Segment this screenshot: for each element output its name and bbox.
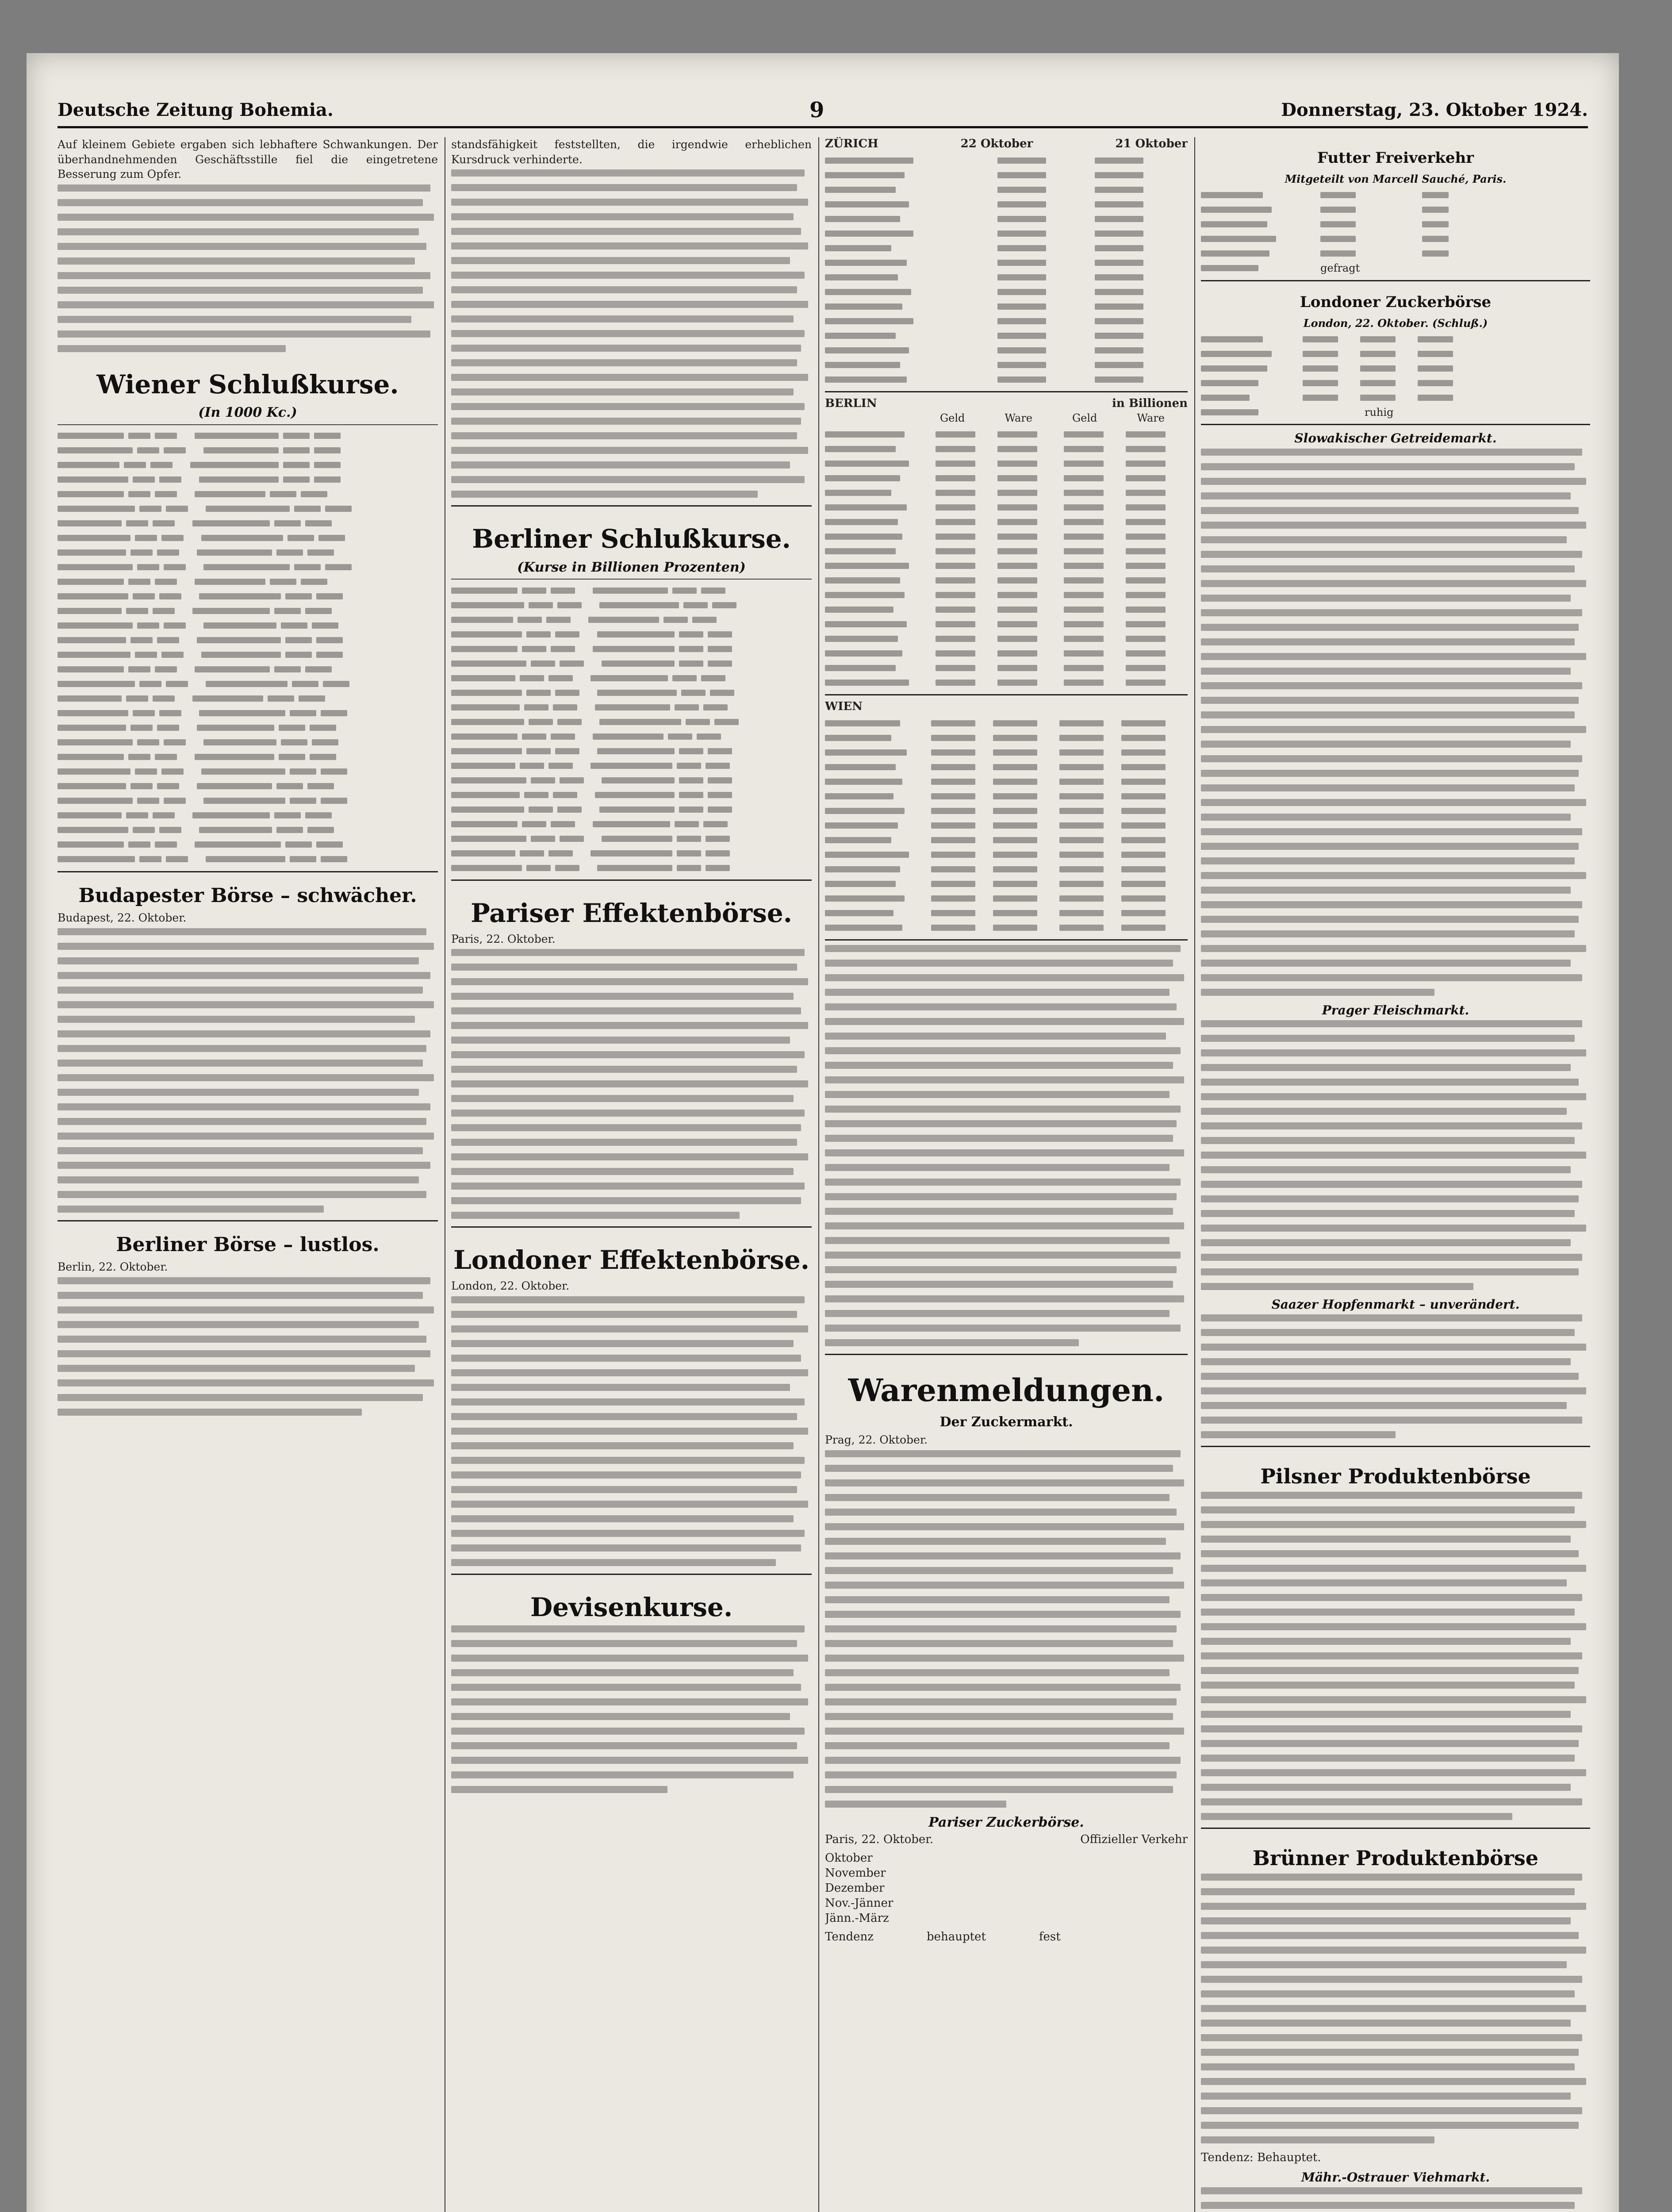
newspaper-name: Deutsche Zeitung Bohemia. bbox=[58, 100, 334, 120]
column-4 bbox=[1201, 137, 1590, 2212]
market-reports bbox=[825, 945, 1188, 1346]
divider bbox=[451, 579, 812, 580]
section-heading-pariser-zucker: Pariser Zuckerbörse. bbox=[928, 1814, 1084, 1830]
issue-date: Donnerstag, 23. Oktober 1924. bbox=[1281, 100, 1588, 120]
section-heading-prager: Prager Fleischmarkt. bbox=[1322, 1002, 1469, 1018]
tendenz-label: Tendenz bbox=[825, 1930, 874, 1943]
budapest-lead: Budapest, 22. Oktober. bbox=[58, 911, 187, 925]
section-heading-berliner-schlusskurse: Berliner Schlußkurse. bbox=[472, 524, 791, 554]
month-row: Dezember bbox=[825, 1882, 885, 1895]
london-lead: London, 22. Oktober. bbox=[451, 1279, 570, 1293]
month-row: November bbox=[825, 1866, 886, 1880]
divider bbox=[1201, 280, 1590, 281]
column-1 bbox=[58, 137, 438, 2212]
divider bbox=[825, 391, 1188, 392]
article-text bbox=[451, 949, 812, 1219]
tendenz-line: Tendenz: Behauptet. bbox=[1201, 2151, 1321, 2164]
divider bbox=[1201, 1446, 1590, 1447]
paris-zucker-header bbox=[825, 1833, 1188, 1846]
stock-table-berlin bbox=[451, 583, 812, 875]
article-text bbox=[451, 1625, 812, 1793]
page-number: 9 bbox=[809, 98, 824, 123]
tendenz-value: fest bbox=[1039, 1930, 1061, 1943]
column-rule bbox=[1194, 137, 1195, 2212]
article-text bbox=[1201, 1492, 1590, 1820]
head-ware: Ware bbox=[1005, 412, 1032, 424]
tendenz-value: behauptet bbox=[926, 1930, 986, 1943]
divider bbox=[451, 1226, 812, 1228]
article-text bbox=[1201, 449, 1590, 996]
column-rule bbox=[818, 137, 819, 2212]
section-heading-brunner: Brünner Produktenbörse bbox=[1252, 1846, 1539, 1870]
article-text bbox=[1201, 2187, 1590, 2212]
date-22: 22 Oktober bbox=[960, 137, 1033, 150]
wien-label: WIEN bbox=[825, 700, 863, 713]
paris-lead: Paris, 22. Oktober. bbox=[451, 932, 556, 945]
section-heading-slowakisch: Slowakischer Getreidemarkt. bbox=[1294, 431, 1497, 446]
divider bbox=[58, 1220, 438, 1221]
section-subheading-berliner: (Kurse in Billionen Prozenten) bbox=[517, 559, 746, 575]
column-heads bbox=[940, 412, 1188, 424]
official-label: Offizieller Verkehr bbox=[1080, 1833, 1188, 1846]
divider bbox=[825, 939, 1188, 941]
section-heading-budapest: Budapester Börse – schwächer. bbox=[78, 884, 417, 907]
month-row: Oktober bbox=[825, 1851, 873, 1865]
intro-paragraph: Auf kleinem Gebiete ergaben sich lebhaftere Schwankungen. Der überhandnehmenden Geschäftsstille fiel die eingetretene Besserung zum Opfer. bbox=[58, 138, 438, 180]
section-heading-vieh: Mähr.-Ostrauer Viehmarkt. bbox=[1301, 2170, 1490, 2185]
futter-table bbox=[1201, 188, 1590, 276]
london-date: London, 22. Oktober. (Schluß.) bbox=[1303, 316, 1488, 330]
divider bbox=[825, 1354, 1188, 1355]
divider bbox=[58, 424, 438, 425]
section-heading-londoner-zucker: Londoner Zuckerbörse bbox=[1300, 293, 1492, 311]
zucker-months bbox=[825, 1851, 1188, 1944]
divider bbox=[1201, 424, 1590, 425]
london-zucker-table bbox=[1201, 332, 1590, 419]
article-text bbox=[1201, 1874, 1590, 2143]
month-row: Jänn.-März bbox=[825, 1912, 889, 1925]
rates-table-wien bbox=[825, 716, 1188, 935]
section-heading-wien: Wiener Schlußkurse. bbox=[96, 369, 399, 399]
article-text bbox=[1201, 1020, 1590, 1290]
zucker-lead: Prag, 22. Oktober. bbox=[825, 1433, 928, 1446]
zurich-header bbox=[825, 137, 1188, 150]
date-21: 21 Oktober bbox=[1115, 137, 1188, 150]
article-text bbox=[451, 1296, 812, 1566]
section-heading-zucker: Der Zuckermarkt. bbox=[940, 1414, 1073, 1430]
article-text bbox=[825, 1450, 1188, 1808]
section-subheading-wien: (In 1000 Kc.) bbox=[198, 405, 297, 421]
intro-tail: standsfähigkeit feststellten, die irgendwie erheblichen Kursdruck verhinderte. bbox=[451, 138, 812, 166]
zurich-label: ZÜRICH bbox=[825, 137, 878, 150]
newspaper-page bbox=[27, 53, 1619, 2212]
masthead bbox=[58, 95, 1588, 128]
article-text bbox=[58, 184, 438, 352]
rates-table-zurich bbox=[825, 153, 1188, 387]
section-heading-devisen: Devisenkurse. bbox=[530, 1592, 733, 1622]
column-2 bbox=[451, 137, 812, 2212]
tendenz-value: ruhig bbox=[1365, 406, 1394, 419]
paris-date: Paris, 22. Oktober. bbox=[825, 1833, 934, 1846]
divider bbox=[451, 1574, 812, 1575]
article-text bbox=[451, 169, 812, 498]
column-3 bbox=[825, 137, 1188, 2212]
berlin-rates-header bbox=[825, 397, 1188, 410]
section-heading-saazer: Saazer Hopfenmarkt – unverändert. bbox=[1271, 1297, 1520, 1312]
berlin-label: BERLIN bbox=[825, 397, 877, 410]
berlin-lead: Berlin, 22. Oktober. bbox=[58, 1260, 168, 1274]
divider bbox=[58, 871, 438, 872]
berlin-sub: in Billionen bbox=[1112, 397, 1188, 410]
article-text bbox=[1201, 1314, 1590, 1438]
tendenz-value: gefragt bbox=[1320, 262, 1360, 275]
section-heading-pilsner: Pilsner Produktenbörse bbox=[1260, 1464, 1531, 1488]
section-heading-futter: Futter Freiverkehr bbox=[1317, 149, 1474, 167]
divider bbox=[1201, 1828, 1590, 1829]
futter-sub: Mitgeteilt von Marcell Sauché, Paris. bbox=[1285, 173, 1507, 186]
article-text bbox=[58, 1277, 438, 1416]
month-row: Nov.-Jänner bbox=[825, 1897, 894, 1910]
rates-table-berlin bbox=[825, 427, 1188, 690]
head-ware: Ware bbox=[1137, 412, 1165, 424]
section-heading-paris: Pariser Effektenbörse. bbox=[471, 898, 792, 929]
divider bbox=[825, 694, 1188, 695]
section-heading-london: Londoner Effektenbörse. bbox=[453, 1245, 809, 1275]
section-heading-waren: Warenmeldungen. bbox=[848, 1372, 1165, 1409]
divider bbox=[451, 505, 812, 507]
head-geld: Geld bbox=[1072, 412, 1097, 424]
section-heading-berlin: Berliner Börse – lustlos. bbox=[116, 1233, 380, 1256]
divider bbox=[451, 879, 812, 881]
tendenz-row bbox=[825, 1929, 1188, 1944]
article-text bbox=[58, 928, 438, 1213]
stock-table-wien bbox=[58, 429, 438, 867]
head-geld: Geld bbox=[940, 412, 965, 424]
